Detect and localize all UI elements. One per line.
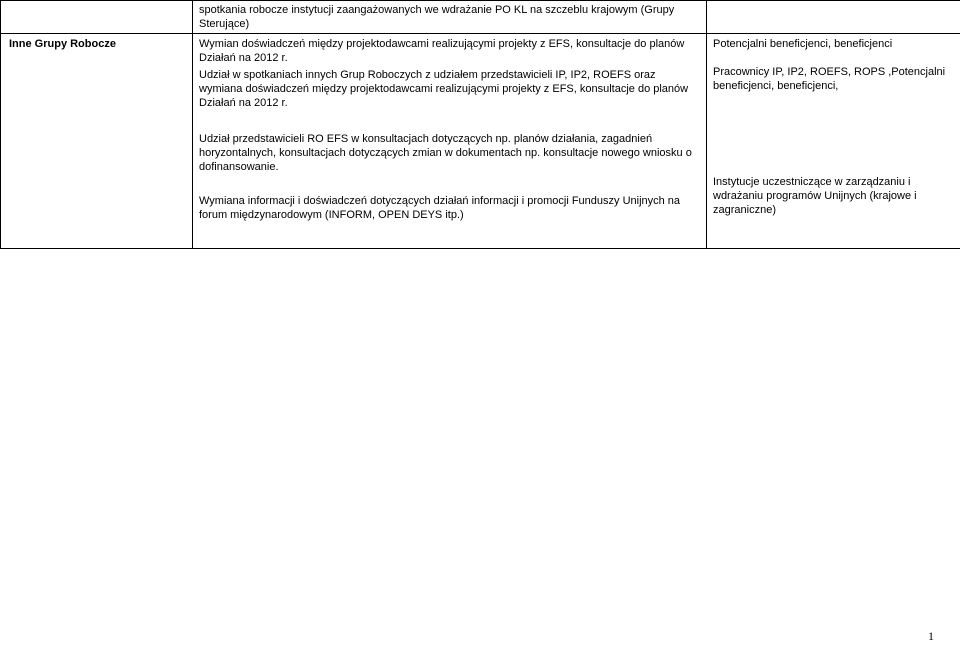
- table-cell: [1, 34, 193, 249]
- table-cell: [193, 34, 707, 249]
- cell-text: Pracownicy IP, IP2, ROEFS, ROPS ,Potencjalni beneficjenci, beneficjenci,: [713, 66, 946, 92]
- cell-text: Wymian doświadczeń między projektodawcami realizującymi projekty z EFS, konsultacje do planów Działań na 2012 r.: [199, 38, 685, 64]
- content-table: [0, 0, 960, 249]
- table-row: [1, 1, 960, 34]
- cell-text: Wymiana informacji i doświadczeń dotyczących działań informacji i promocji Funduszy Unijnych na forum międzynarodowym (INFORM, OPEN DEYS itp.): [199, 195, 681, 221]
- cell-text: spotkania robocze instytucji zaangażowanych we wdrażanie PO KL na szczeblu krajowym (Grupy Sterujące): [199, 4, 675, 30]
- cell-text: Udział w spotkaniach innych Grup Roboczych z udziałem przedstawicieli IP, IP2, ROEFS oraz wymiana doświadczeń między projektodawcami realizującymi projekty z EFS, konsultacje do planów Działań na 2012 r.: [199, 69, 689, 109]
- table-row: [1, 34, 960, 249]
- cell-text: Potencjalni beneficjenci, beneficjenci: [713, 38, 893, 50]
- page-number: 1: [928, 629, 934, 643]
- cell-text: Instytucje uczestniczące w zarządzaniu i wdrażaniu programów Unijnych (krajowe i zagraniczne): [713, 176, 917, 216]
- table-cell: [707, 1, 960, 34]
- table-cell: [707, 34, 960, 249]
- table-cell: [1, 1, 193, 34]
- row-heading: Inne Grupy Robocze: [9, 38, 116, 50]
- cell-text: Udział przedstawicieli RO EFS w konsultacjach dotyczących np. planów działania, zagadnień horyzontalnych, konsultacjach dotyczących zmian w dokumentach np. konsultacje nowego wniosku o dofinansowanie.: [199, 133, 692, 173]
- table-cell: [193, 1, 707, 34]
